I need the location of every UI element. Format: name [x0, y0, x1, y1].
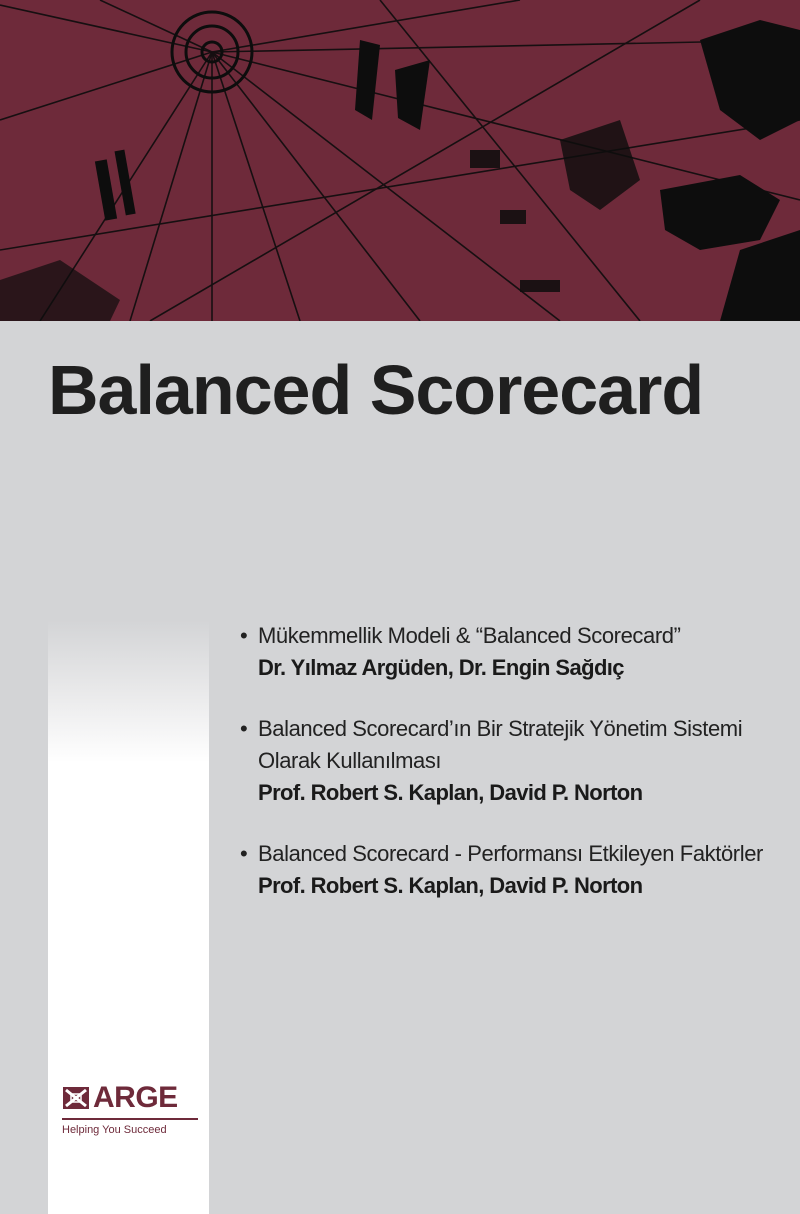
article-item — [240, 838, 780, 902]
arge-logo-icon — [62, 1084, 90, 1112]
article-item — [240, 620, 780, 684]
article-title-continued: Olarak Kullanılması — [258, 748, 442, 773]
cover-banner-map — [0, 0, 800, 321]
article-list — [240, 620, 780, 931]
publisher-tagline: Helping You Succeed — [62, 1124, 167, 1136]
bullet: • — [240, 623, 248, 648]
article-title: Balanced Scorecard - Performansı Etkileyen Faktörler — [258, 841, 763, 866]
cover-title: Balanced Scorecard — [48, 351, 704, 429]
bullet: • — [240, 841, 248, 866]
article-authors: Dr. Yılmaz Argüden, Dr. Engin Sağdıç — [258, 655, 624, 680]
article-authors: Prof. Robert S. Kaplan, David P. Norton — [258, 873, 643, 898]
logo-divider — [62, 1118, 198, 1120]
publisher-name: ARGE — [93, 1081, 178, 1114]
bullet: • — [240, 716, 248, 741]
publisher-logo — [62, 1083, 202, 1136]
article-authors: Prof. Robert S. Kaplan, David P. Norton — [258, 780, 643, 805]
article-title: Balanced Scorecard’ın Bir Stratejik Yönetim Sistemi — [258, 716, 743, 741]
article-item — [240, 713, 780, 809]
article-title: Mükemmellik Modeli & “Balanced Scorecard” — [258, 623, 681, 648]
nautical-map-icon — [0, 0, 800, 321]
